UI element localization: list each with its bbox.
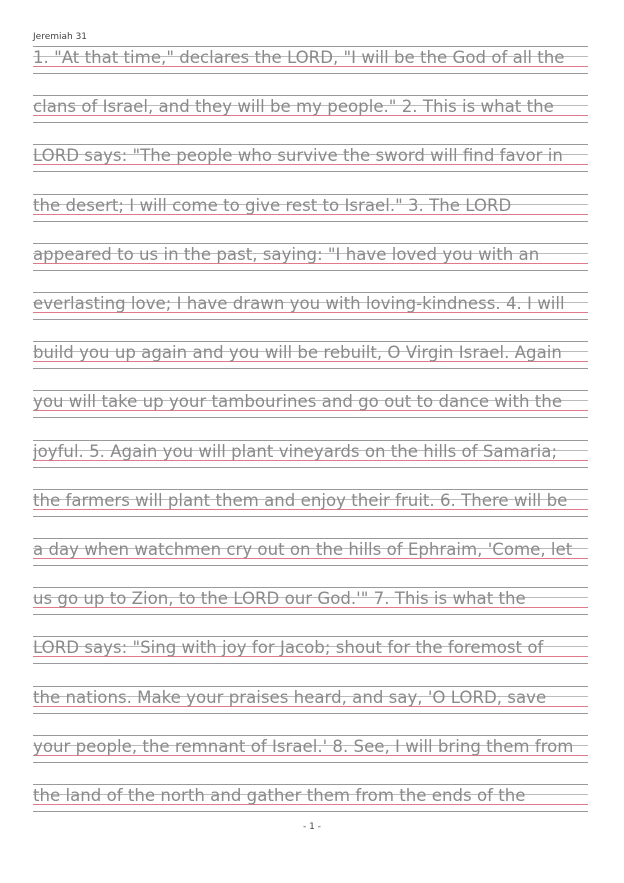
tracing-text: joyful. 5. Again you will plant vineyards on the hills of Samaria;: [33, 441, 558, 461]
guide-rule: [33, 713, 588, 714]
guide-rule: [33, 73, 588, 74]
guide-rule: [33, 614, 588, 615]
guide-rule: [33, 762, 588, 763]
guide-rule: [33, 144, 588, 145]
guide-rule: [33, 243, 588, 244]
tracing-line: [33, 587, 588, 615]
guide-rule: [33, 686, 588, 687]
guide-rule: [33, 565, 588, 566]
page-title: Jeremiah 31: [33, 32, 88, 42]
tracing-line: [33, 538, 588, 566]
tracing-text: the land of the north and gather them from the ends of the: [33, 786, 526, 805]
tracing-line: [33, 735, 588, 763]
guide-rule: [33, 663, 588, 664]
tracing-line: [33, 194, 588, 222]
guide-rule: [33, 171, 588, 172]
guide-rule: [33, 784, 588, 785]
tracing-text: the farmers will plant them and enjoy their fruit. 6. There will be: [33, 490, 568, 510]
tracing-line: [33, 292, 588, 320]
tracing-text: appeared to us in the past, saying: "I have loved you with an: [33, 244, 540, 264]
tracing-line: [33, 144, 588, 172]
guide-rule: [33, 368, 588, 369]
page-number: - 1 -: [303, 822, 321, 832]
tracing-text: build you up again and you will be rebuilt, O Virgin Israel. Again: [33, 343, 562, 363]
guide-rule: [33, 538, 588, 539]
guide-rule: [33, 46, 588, 47]
tracing-line: [33, 636, 588, 664]
tracing-text: everlasting love; I have drawn you with loving-kindness. 4. I will: [33, 294, 565, 313]
tracing-line: [33, 390, 588, 418]
tracing-text: us go up to Zion, to the LORD our God.'" 7. This is what the: [33, 589, 526, 609]
tracing-text: LORD says: "Sing with joy for Jacob; shout for the foremost of: [33, 638, 544, 658]
tracing-text: the nations. Make your praises heard, and say, 'O LORD, save: [33, 687, 547, 707]
guide-rule: [33, 811, 588, 812]
guide-rule: [33, 221, 588, 222]
guide-rule: [33, 587, 588, 588]
tracing-line: [33, 341, 588, 369]
guide-rule: [33, 270, 588, 271]
tracing-text: 1. "At that time," declares the LORD, "I will be the God of all the: [33, 48, 565, 67]
guide-rule: [33, 735, 588, 736]
guide-rule: [33, 636, 588, 637]
guide-rule: [33, 390, 588, 391]
guide-rule: [33, 292, 588, 293]
guide-rule: [33, 467, 588, 468]
guide-rule: [33, 341, 588, 342]
tracing-text: your people, the remnant of Israel.' 8. See, I will bring them from: [33, 736, 574, 756]
tracing-line: [33, 95, 588, 123]
guide-rule: [33, 489, 588, 490]
guide-rule: [33, 417, 588, 418]
tracing-text: clans of Israel, and they will be my people." 2. This is what the: [33, 97, 554, 117]
tracing-line: [33, 440, 588, 468]
tracing-line: [33, 686, 588, 714]
guide-rule: [33, 516, 588, 517]
guide-rule: [33, 95, 588, 96]
guide-rule: [33, 194, 588, 195]
guide-rule: [33, 440, 588, 441]
tracing-text: the desert; I will come to give rest to Israel." 3. The LORD: [33, 195, 512, 215]
tracing-line: [33, 489, 588, 517]
tracing-text: a day when watchmen cry out on the hills of Ephraim, 'Come, let: [33, 540, 573, 559]
guide-rule: [33, 319, 588, 320]
tracing-line: [33, 243, 588, 271]
tracing-text: LORD says: "The people who survive the sword will find favor in: [33, 146, 563, 166]
tracing-line: [33, 46, 588, 74]
tracing-text: you will take up your tambourines and go out to dance with the: [33, 392, 563, 412]
guide-rule: [33, 122, 588, 123]
tracing-line: [33, 784, 588, 812]
